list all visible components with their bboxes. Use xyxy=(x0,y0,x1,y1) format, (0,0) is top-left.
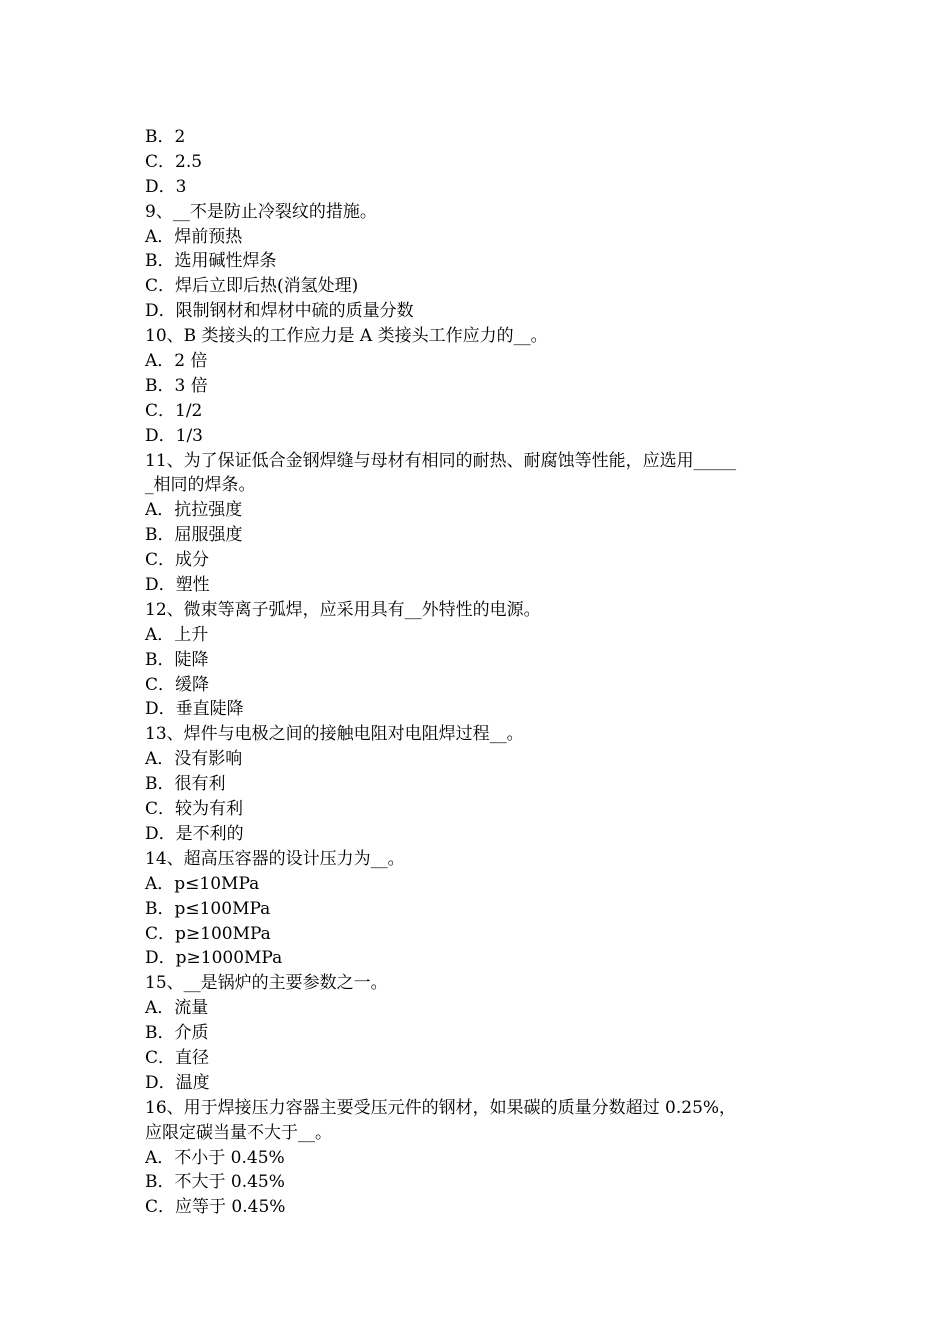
option-line: B．屈服强度 xyxy=(145,525,243,546)
option-line: B．很有利 xyxy=(145,774,226,795)
option-line: B．介质 xyxy=(145,1023,209,1044)
option-line: D．垂直陡降 xyxy=(145,699,244,720)
option-line: D．是不利的 xyxy=(145,823,244,844)
option-line: C．缓降 xyxy=(145,674,210,695)
option-line: A．流量 xyxy=(145,998,209,1019)
option-line: B．3 倍 xyxy=(145,375,208,396)
option-line: A．不小于 0.45% xyxy=(145,1147,285,1168)
document-page xyxy=(145,125,810,1220)
option-line: A．抗拉强度 xyxy=(145,500,243,521)
option-line: B．不大于 0.45% xyxy=(145,1172,285,1193)
option-line: B．p≤100MPa xyxy=(145,898,271,919)
question-line: 13、焊件与电极之间的接触电阻对电阻焊过程__。 xyxy=(145,724,524,745)
question-line: 16、用于焊接压力容器主要受压元件的钢材，如果碳的质量分数超过 0.25%， xyxy=(145,1097,737,1118)
option-line: A．p≤10MPa xyxy=(145,873,260,894)
question-line: 11、为了保证低合金钢焊缝与母材有相同的耐热、耐腐蚀等性能，应选用_____ xyxy=(145,450,737,471)
option-line: A．上升 xyxy=(145,624,209,645)
option-line: C．应等于 0.45% xyxy=(145,1197,286,1218)
question-line: 15、__是锅炉的主要参数之一。 xyxy=(145,973,388,994)
question-line: 14、超高压容器的设计压力为__。 xyxy=(145,848,405,869)
option-line: A．没有影响 xyxy=(145,749,243,770)
option-line: C．p≥100MPa xyxy=(145,923,271,944)
question-line: 10、B 类接头的工作应力是 A 类接头工作应力的__。 xyxy=(145,326,548,347)
option-line: A．焊前预热 xyxy=(145,226,243,247)
option-line: D．塑性 xyxy=(145,575,210,596)
option-line: D．p≥1000MPa xyxy=(145,948,283,969)
option-line: C．焊后立即后热(消氢处理) xyxy=(145,276,359,297)
question-line: 12、微束等离子弧焊，应采用具有__外特性的电源。 xyxy=(145,599,541,620)
option-line: B．选用碱性焊条 xyxy=(145,251,277,272)
question-line: 9、__不是防止冷裂纹的措施。 xyxy=(145,201,377,222)
option-line: D．限制钢材和焊材中硫的质量分数 xyxy=(145,301,414,322)
option-line: C．成分 xyxy=(145,550,210,571)
option-line: C．直径 xyxy=(145,1047,210,1068)
option-line: C．2.5 xyxy=(145,151,203,172)
option-line: D．1/3 xyxy=(145,425,203,446)
question-line: 应限定碳当量不大于__。 xyxy=(145,1122,332,1143)
question-line: _相同的焊条。 xyxy=(145,475,256,496)
option-line: C．1/2 xyxy=(145,400,203,421)
option-line: D．温度 xyxy=(145,1072,210,1093)
option-line: D．3 xyxy=(145,176,187,197)
option-line: B．2 xyxy=(145,127,186,147)
option-line: B．陡降 xyxy=(145,649,209,670)
option-line: C．较为有利 xyxy=(145,799,244,820)
option-line: A．2 倍 xyxy=(145,351,208,372)
